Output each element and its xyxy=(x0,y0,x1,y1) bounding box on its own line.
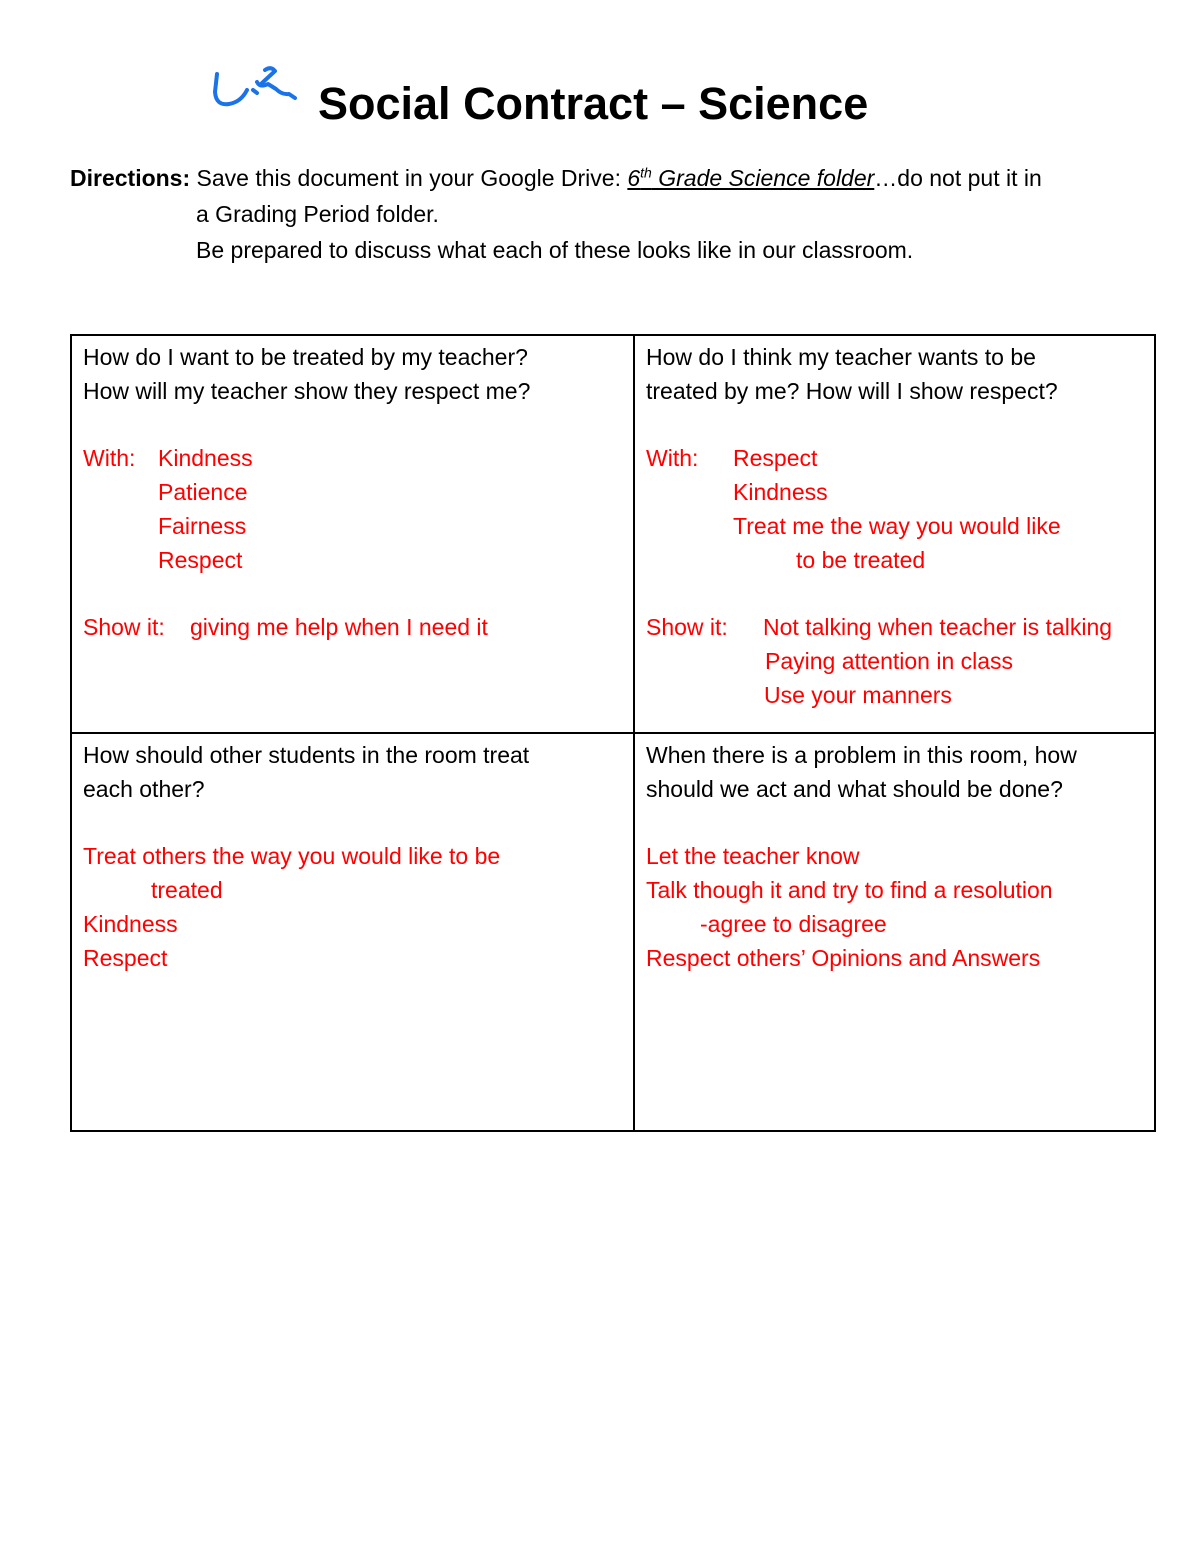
answer-line xyxy=(646,441,1144,475)
answer-item: Kindness xyxy=(83,911,178,937)
contract-grid xyxy=(70,334,1156,1132)
grade-folder-link[interactable] xyxy=(627,165,874,191)
answer-item: Respect others’ Opinions and Answers xyxy=(646,945,1041,971)
directions-line-3: Be prepared to discuss what each of these looks like in our classroom. xyxy=(196,237,914,263)
directions-text-after: …do not put it in xyxy=(874,165,1042,191)
question-line: How do I want to be treated by my teacher? xyxy=(83,344,528,370)
answer-item: Talk though it and try to find a resolution xyxy=(646,877,1053,903)
page-title: Social Contract – Science xyxy=(318,78,869,129)
grade-number: 6 xyxy=(627,165,641,191)
with-label: With: xyxy=(646,445,699,471)
answer-item: Respect xyxy=(83,945,168,971)
grade-folder-name: Grade Science folder xyxy=(651,165,875,191)
box-top-left xyxy=(71,335,634,733)
with-label: With: xyxy=(83,445,136,471)
answer-item: Paying attention in class xyxy=(765,648,1014,674)
directions-line-1 xyxy=(70,160,1150,196)
box-bottom-right xyxy=(634,733,1155,1131)
answer-item: Fairness xyxy=(158,513,247,539)
answer-item: Respect xyxy=(733,445,818,471)
answer-line xyxy=(646,610,1144,644)
directions-text-before: Save this document in your Google Drive: xyxy=(190,165,628,191)
question-line: How should other students in the room treat xyxy=(83,742,530,768)
answer-item: Treat others the way you would like to be xyxy=(83,843,501,869)
answer-item: giving me help when I need it xyxy=(190,614,488,640)
answer-item: to be treated xyxy=(796,547,926,573)
answer-item: Kindness xyxy=(158,445,253,471)
directions-line-2: a Grading Period folder. xyxy=(196,201,439,227)
question-line: each other? xyxy=(83,776,205,802)
answer-item: treated xyxy=(151,877,223,903)
question-line: should we act and what should be done? xyxy=(646,776,1063,802)
answer-item: Patience xyxy=(158,479,248,505)
question-line: When there is a problem in this room, how xyxy=(646,742,1077,768)
show-it-label: Show it: xyxy=(83,614,165,640)
question-line: treated by me? How will I show respect? xyxy=(646,378,1058,404)
answer-item: Kindness xyxy=(733,479,828,505)
grade-superscript: th xyxy=(640,164,652,181)
answer-line xyxy=(83,610,623,644)
directions-block xyxy=(70,160,1150,268)
question-line: How will my teacher show they respect me? xyxy=(83,378,531,404)
answer-item: Use your manners xyxy=(764,682,952,708)
answer-item: -agree to disagree xyxy=(700,911,887,937)
answer-item: Let the teacher know xyxy=(646,843,860,869)
box-bottom-left xyxy=(71,733,634,1131)
answer-line xyxy=(83,441,623,475)
question-line: How do I think my teacher wants to be xyxy=(646,344,1036,370)
box-top-right xyxy=(634,335,1155,733)
show-it-label: Show it: xyxy=(646,614,728,640)
directions-label: Directions: xyxy=(70,165,191,191)
answer-item: Not talking when teacher is talking xyxy=(763,614,1113,640)
handwritten-scribble-icon xyxy=(205,62,300,118)
answer-item: Treat me the way you would like xyxy=(733,513,1061,539)
answer-item: Respect xyxy=(158,547,243,573)
